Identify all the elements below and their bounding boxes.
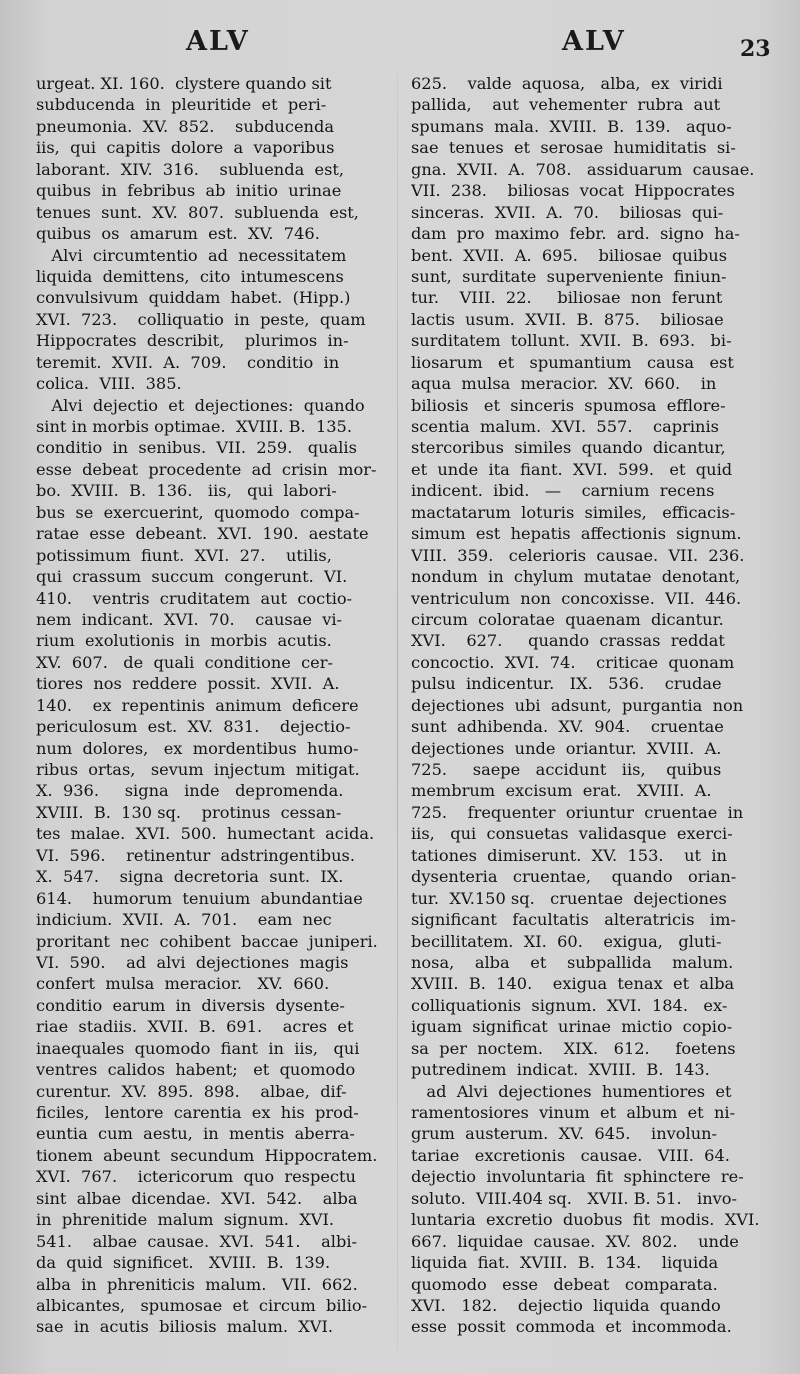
text-line: X. 936. signa inde depromenda. <box>36 781 344 801</box>
text-line: rium exolutionis in morbis acutis. <box>36 631 332 651</box>
text-line: potissimum fiunt. XVI. 27. utilis, <box>36 545 332 565</box>
text-line: 541. albae causae. XVI. 541. albi- <box>36 1231 357 1251</box>
text-line: XVI. 182. dejectio liquida quando <box>411 1295 721 1315</box>
text-line: dam pro maximo febr. ard. signo ha- <box>411 224 740 244</box>
text-line: membrum excisum erat. XVIII. A. <box>411 781 712 801</box>
text-line: XV. 607. de quali conditione cer- <box>36 652 333 672</box>
text-line: ventres calidos habent; et quomodo <box>36 1060 356 1080</box>
text-line: simum est hepatis affectionis signum. <box>411 524 742 544</box>
text-line: sa per noctem. XIX. 612. foetens <box>411 1038 736 1058</box>
right-column <box>411 73 769 1338</box>
text-line: colliquationis signum. XVI. 184. ex- <box>411 995 728 1015</box>
text-line: Alvi dejectio et dejectiones: quando <box>36 395 365 415</box>
text-line: XVI. 723. colliquatio in peste, quam <box>36 309 366 329</box>
text-line: subducenda in pleuritide et peri- <box>36 95 327 115</box>
text-line: XVIII. B. 140. exigua tenax et alba <box>411 974 735 994</box>
text-line: liquida fiat. XVIII. B. 134. liquida <box>411 1253 719 1273</box>
text-line: liquida demittens, cito intumescens <box>36 266 344 286</box>
text-line: becillitatem. XI. 60. exigua, gluti- <box>411 931 722 951</box>
text-line: urgeat. XI. 160. clystere quando sit <box>36 74 332 93</box>
text-line: esse debeat procedente ad crisin mor- <box>36 459 377 479</box>
text-line: lactis usum. XVII. B. 875. biliosae <box>411 309 724 329</box>
text-line: sinceras. XVII. A. 70. biliosas qui- <box>411 202 724 222</box>
text-line: aqua mulsa meracior. XV. 660. in <box>411 374 717 394</box>
text-line: luntaria excretio duobus fit modis. XVI. <box>411 1210 760 1230</box>
text-line: iguam significat urinae mictio copio- <box>411 1017 733 1037</box>
text-line: dysenteria cruentae, quando orian- <box>411 867 737 887</box>
text-line: VI. 590. ad alvi dejectiones magis <box>36 952 349 972</box>
text-line: grum austerum. XV. 645. involun- <box>411 1124 718 1144</box>
text-line: pallida, aut vehementer rubra aut <box>411 95 721 115</box>
text-line: albicantes, spumosae et circum bilio- <box>36 1295 368 1315</box>
text-line: confert mulsa meracior. XV. 660. <box>36 974 330 994</box>
text-line: spumans mala. XVIII. B. 139. aquo- <box>411 116 732 136</box>
text-line: tationes dimiserunt. XV. 153. ut in <box>411 845 727 865</box>
text-line: tionem abeunt secundum Hippocratem. <box>36 1145 378 1165</box>
text-line: dejectiones ubi adsunt, purgantia non <box>411 695 744 715</box>
text-line: 625. valde aquosa, alba, ex viridi <box>411 74 723 93</box>
text-line: XVIII. B. 130 sq. protinus cessan- <box>36 802 342 822</box>
text-line: 725. frequenter oriuntur cruentae in <box>411 802 744 822</box>
text-line: iis, qui capitis dolore a vaporibus <box>36 138 335 158</box>
left-column <box>36 73 402 1338</box>
page-number: 23 <box>740 36 771 62</box>
text-line: periculosum est. XV. 831. dejectio- <box>36 717 351 737</box>
text-line: VIII. 359. celerioris causae. VII. 236. <box>411 545 745 565</box>
text-line: surditatem tollunt. XVII. B. 693. bi- <box>411 331 732 351</box>
text-line: sint in morbis optimae. XVIII. B. 135. <box>36 417 353 436</box>
text-line: 410. ventris cruditatem aut coctio- <box>36 588 353 608</box>
text-line: putredinem indicat. XVIII. B. 143. <box>411 1060 710 1080</box>
text-line: pulsu indicentur. IX. 536. crudae <box>411 674 722 694</box>
text-line: 725. saepe accidunt iis, quibus <box>411 760 722 779</box>
text-line: indicium. XVII. A. 701. eam nec <box>36 910 332 930</box>
text-line: quibus in febribus ab initio urinae <box>36 181 342 201</box>
running-head-right: ALV <box>562 26 626 57</box>
text-line: ad Alvi dejectiones humentiores et <box>411 1081 732 1101</box>
text-line: sint albae dicendae. XVI. 542. alba <box>36 1188 358 1208</box>
text-line: liosarum et spumantium causa est <box>411 352 734 372</box>
text-line: sunt, surditate superveniente finiun- <box>411 266 727 286</box>
text-line: iis, qui consuetas validasque exerci- <box>411 824 733 844</box>
text-line: soluto. VIII.404 sq. XVII. B. 51. invo- <box>411 1188 737 1208</box>
text-line: tariae excretionis causae. VIII. 64. <box>411 1145 730 1165</box>
text-line: X. 547. signa decretoria sunt. IX. <box>36 867 344 887</box>
text-line: nondum in chylum mutatae denotant, <box>411 567 741 587</box>
text-line: ramentosiores vinum et album et ni- <box>411 1103 736 1122</box>
text-line: esse possit commoda et incommoda. <box>411 1317 732 1337</box>
text-line: proritant nec cohibent baccae juniperi. <box>36 931 378 951</box>
text-line: ficiles, lentore carentia ex his prod- <box>36 1103 359 1122</box>
text-line: conditio in senibus. VII. 259. qualis <box>36 438 357 458</box>
text-line: tur. VIII. 22. biliosae non ferunt <box>411 288 723 308</box>
text-line: riae stadiis. XVII. B. 691. acres et <box>36 1017 354 1037</box>
text-line: VI. 596. retinentur adstringentibus. <box>36 845 355 865</box>
text-line: et unde ita fiant. XVI. 599. et quid <box>411 459 733 479</box>
text-line: ribus ortas, sevum injectum mitigat. <box>36 760 360 779</box>
text-line: in phrenitide malum signum. XVI. <box>36 1210 334 1230</box>
text-line: curentur. XV. 895. 898. albae, dif- <box>36 1081 347 1101</box>
text-line: num dolores, ex mordentibus humo- <box>36 738 359 758</box>
text-line: colica. VIII. 385. <box>36 374 182 394</box>
text-line: biliosis et sinceris spumosa efflore- <box>411 395 726 415</box>
text-line: inaequales quomodo fiant in iis, qui <box>36 1038 360 1058</box>
text-line: alba in phreniticis malum. VII. 662. <box>36 1274 358 1294</box>
text-line: VII. 238. biliosas vocat Hippocrates <box>411 181 735 201</box>
text-line: bo. XVIII. B. 136. iis, qui labori- <box>36 481 337 501</box>
text-line: dejectiones unde oriantur. XVIII. A. <box>411 738 722 758</box>
text-line: qui crassum succum congerunt. VI. <box>36 567 348 587</box>
text-line: significant facultatis alteratricis im- <box>411 910 736 930</box>
text-line: sae tenues et serosae humiditatis si- <box>411 138 736 158</box>
text-line: tenues sunt. XV. 807. subluenda est, <box>36 202 359 222</box>
text-line: indicent. ibid. — carnium recens <box>411 481 715 501</box>
text-line: nosa, alba et subpallida malum. <box>411 952 734 972</box>
text-line: sae in acutis biliosis malum. XVI. <box>36 1317 334 1337</box>
text-line: mactatarum loturis similes, efficacis- <box>411 502 736 522</box>
text-line: 614. humorum tenuium abundantiae <box>36 888 363 908</box>
text-line: ratae esse debeant. XVI. 190. aestate <box>36 524 369 544</box>
text-line: stercoribus similes quando dicantur, <box>411 438 726 458</box>
text-line: dejectio involuntaria fit sphinctere re- <box>411 1167 744 1187</box>
running-head-left: ALV <box>186 26 250 57</box>
text-line: concoctio. XVI. 74. criticae quonam <box>411 652 735 672</box>
text-line: circum coloratae quaenam dicantur. <box>411 609 724 629</box>
text-line: teremit. XVII. A. 709. conditio in <box>36 352 340 372</box>
text-line: sunt adhibenda. XV. 904. cruentae <box>411 717 724 737</box>
text-line: Hippocrates describit, plurimos in- <box>36 331 349 351</box>
text-line: tur. XV.150 sq. cruentae dejectiones <box>411 888 727 908</box>
text-line: 140. ex repentinis animum deficere <box>36 695 359 715</box>
text-line: bus se exercuerint, quomodo compa- <box>36 502 360 522</box>
text-line: convulsivum quiddam habet. (Hipp.) <box>36 288 351 308</box>
text-line: quomodo esse debeat comparata. <box>411 1274 718 1294</box>
text-line: bent. XVII. A. 695. biliosae quibus <box>411 245 728 265</box>
text-line: XVI. 627. quando crassas reddat <box>411 631 725 651</box>
text-line: conditio earum in diversis dysente- <box>36 995 345 1015</box>
text-line: tes malae. XVI. 500. humectant acida. <box>36 824 375 844</box>
text-line: da quid significet. XVIII. B. 139. <box>36 1253 331 1273</box>
text-line: 667. liquidae causae. XV. 802. unde <box>411 1231 739 1251</box>
text-line: pneumonia. XV. 852. subducenda <box>36 116 334 136</box>
text-line: XVI. 767. ictericorum quo respectu <box>36 1167 356 1187</box>
text-line: nem indicant. XVI. 70. causae vi- <box>36 609 343 629</box>
text-line: laborant. XIV. 316. subluenda est, <box>36 159 345 179</box>
text-line: euntia cum aestu, in mentis aberra- <box>36 1124 355 1144</box>
text-line: tiores nos reddere possit. XVII. A. <box>36 674 340 694</box>
text-line: quibus os amarum est. XV. 746. <box>36 224 320 244</box>
text-line: Alvi circumtentio ad necessitatem <box>36 245 347 265</box>
text-line: ventriculum non concoxisse. VII. 446. <box>411 588 742 608</box>
text-line: scentia malum. XVI. 557. caprinis <box>411 417 719 436</box>
text-line: gna. XVII. A. 708. assiduarum causae. <box>411 159 755 179</box>
